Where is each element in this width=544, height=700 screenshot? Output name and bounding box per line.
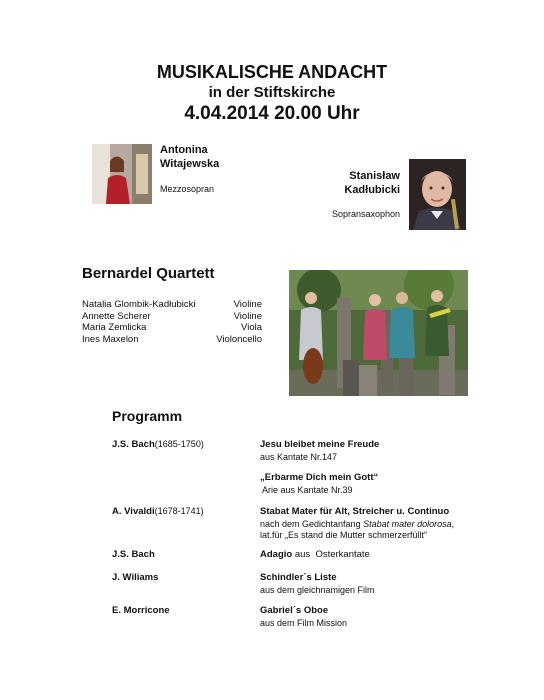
sax-photo <box>409 159 466 230</box>
program-composer: J. Wiliams <box>112 572 159 583</box>
program-title: Adagio aus Osterkantate <box>260 549 370 560</box>
program-title: Stabat Mater für Alt, Streicher u. Continuo <box>260 506 450 517</box>
singer-role: Mezzosopran <box>160 184 215 194</box>
quartet-members <box>82 299 262 345</box>
sax-name: Stanisław Kadłubicki <box>344 170 400 196</box>
member-row: Annette Scherer Violine <box>82 310 262 322</box>
program-subtitle: aus dem Film Mission <box>260 618 348 628</box>
program-title: Schindler´s Liste <box>260 572 337 583</box>
date-time: 4.04.2014 20.00 Uhr <box>184 103 360 124</box>
program-heading: Programm <box>112 408 183 424</box>
program-subtitle: aus Kantate Nr.147 <box>260 452 338 462</box>
program-subtitle: nach dem Gedichtanfang Stabat mater dolorosa, <box>260 519 455 529</box>
singer-name: Antonina Witajewska <box>160 144 220 170</box>
sax-role: Sopransaxophon <box>332 209 401 219</box>
program-subtitle: lat.für „Es stand die Mutter schmerzerfüllt“ <box>260 530 428 540</box>
member-row: Natalia Glombik-Kadłubicki Violine <box>82 299 262 310</box>
concert-title: MUSIKALISCHE ANDACHT <box>156 62 388 82</box>
quartet-heading: Bernardel Quartett <box>82 265 215 282</box>
program-composer: E. Morricone <box>112 605 170 616</box>
quartet-photo <box>289 270 468 396</box>
program-composer: A. Vivaldi(1678-1741) <box>112 506 204 517</box>
program-title: „Erbarme Dich mein Gott“ <box>260 472 379 483</box>
program-subtitle: aus dem gleichnamigen Film <box>260 585 375 595</box>
program-composer: J.S. Bach(1685-1750) <box>112 439 204 450</box>
program-composer: J.S. Bach <box>112 549 155 560</box>
program-subtitle: Arie aus Kantate Nr.39 <box>260 485 353 495</box>
program-title: Jesu bleibet meine Freude <box>260 439 380 450</box>
program-title: Gabriel´s Oboe <box>260 605 329 616</box>
venue: in der Stiftskirche <box>208 84 336 101</box>
singer-photo <box>92 144 152 204</box>
member-row: Ines Maxelon Violoncello <box>82 333 262 345</box>
member-row: Maria Zemlicka Viola <box>82 322 262 333</box>
